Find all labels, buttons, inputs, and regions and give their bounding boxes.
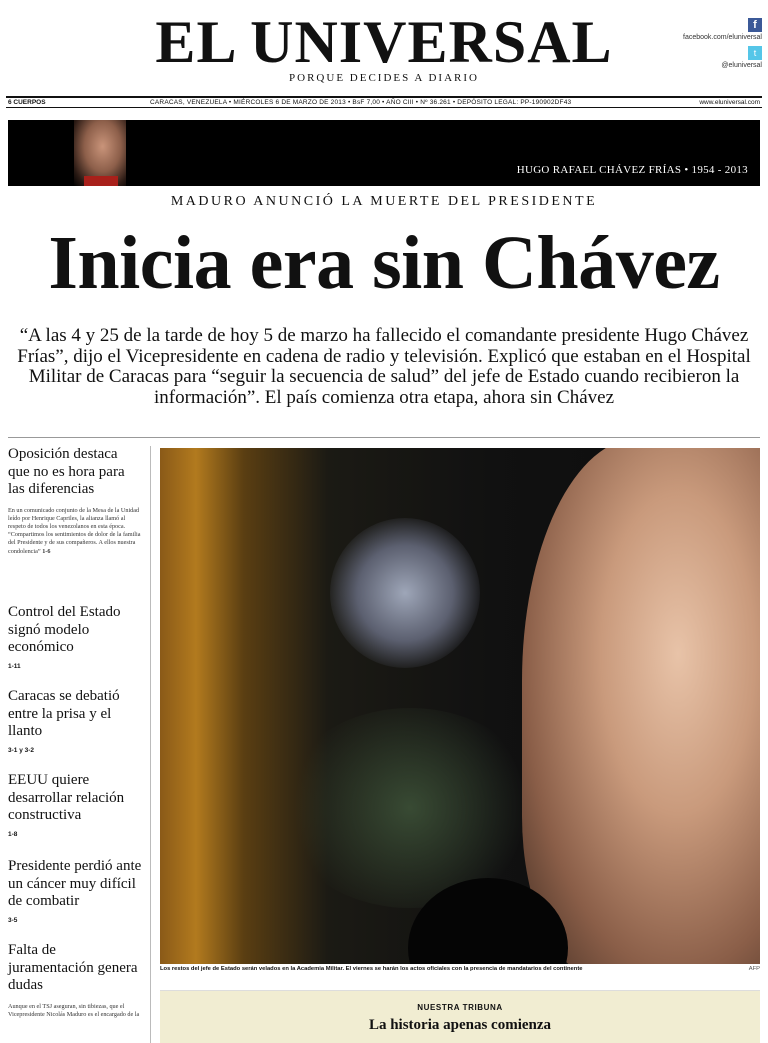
tribuna-box[interactable] [160, 990, 760, 1043]
tribuna-label: NUESTRA TRIBUNA [417, 1003, 503, 1012]
sidebar-story-body: Aunque en el TSJ aseguran, sin tibiezas, que el Vicepresidente Nicolás Maduro es el encargado de la [8, 1002, 140, 1018]
lead-kicker: MADURO ANUNCIÓ LA MUERTE DEL PRESIDENTE [170, 194, 598, 209]
facebook-handle[interactable]: facebook.com/eluniversal [683, 34, 762, 41]
sidebar-story-headline[interactable]: Presidente perdió ante un cáncer muy difícil de combatir [8, 858, 142, 909]
banner-portrait [74, 120, 126, 186]
twitter-handle[interactable]: @eluniversal [721, 62, 762, 69]
page-ref: 3-5 [8, 916, 18, 924]
sidebar-story[interactable] [8, 446, 142, 556]
lead-photo[interactable] [160, 448, 760, 964]
sidebar-story-headline[interactable]: Oposición destaca que no es hora para las diferencias [8, 446, 125, 497]
sidebar-story-headline[interactable]: EEUU quiere desarrollar relación constructiva [8, 772, 125, 823]
memorial-banner [8, 120, 760, 186]
sidebar-story[interactable] [8, 604, 142, 670]
info-bar [6, 96, 762, 108]
banner-name: HUGO RAFAEL CHÁVEZ FRÍAS • 1954 - 2013 [516, 164, 748, 176]
sidebar-story-headline[interactable]: Control del Estado signó modelo económico [8, 604, 121, 655]
social-links [652, 18, 762, 74]
twitter-icon[interactable]: t [748, 46, 762, 60]
page-ref: 1-11 [8, 662, 21, 670]
sidebar-story-headline[interactable]: Falta de juramentación genera dudas [8, 942, 138, 993]
lead-deck: “A las 4 y 25 de la tarde de hoy 5 de marzo ha fallecido el comandante presidente Hugo Chávez Frías”, dijo el Vicepresidente en cadena de radio y televisión. Explicó que estaban en el Hospital Militar de Caracas para “seguir la secuencia de salud” del jefe de Estado cuando recibieron la información”. El país comienza otra etapa, ahora sin Chávez [17, 325, 751, 408]
sidebar-story-body: En un comunicado conjunto de la Mesa de la Unidad leído por Henrique Capriles, la alianza llamó al respeto de todos los venezolanos en esta época. “Compartimos los sentimientos de dolor de la familia del Presidente y de sus compañeros. A ellos nuestra condolencia” 1-6 [8, 506, 141, 555]
website-link[interactable]: www.eluniversal.com [699, 99, 760, 106]
newspaper-title: EL UNIVERSAL [155, 9, 613, 75]
facebook-icon[interactable]: f [748, 18, 762, 32]
sidebar-story[interactable] [8, 858, 142, 924]
sidebar-story[interactable] [8, 688, 142, 754]
sidebar-story-headline[interactable]: Caracas se debatió entre la prisa y el llanto [8, 688, 120, 739]
page-ref: 1-8 [8, 830, 18, 838]
column-divider [150, 446, 151, 1043]
photo-credit: AFP [748, 966, 760, 972]
photo-caption: Los restos del jefe de Estado serán velados en la Academia Militar. El viernes se harán los actos oficiales con la presencia de mandatarios del continente AFP [160, 966, 760, 972]
masthead [0, 0, 768, 96]
divider [8, 437, 760, 438]
tribuna-title[interactable]: La historia apenas comienza [368, 1017, 552, 1033]
sidebar-story[interactable] [8, 942, 142, 1019]
sidebar-story[interactable] [8, 772, 142, 838]
page-ref: 3-1 y 3-2 [8, 746, 35, 754]
sections-count: 6 CUERPOS [8, 99, 46, 106]
lead-headline[interactable]: Inicia era sin Chávez [48, 221, 720, 305]
dateline: CARACAS, VENEZUELA • MIÉRCOLES 6 DE MARZO DE 2013 • BsF 7,00 • AÑO CIII • Nº 36.261 • DEPÓSITO LEGAL: PP-190902DF43 [150, 99, 572, 106]
newspaper-tagline: PORQUE DECIDES A DIARIO [289, 72, 479, 84]
